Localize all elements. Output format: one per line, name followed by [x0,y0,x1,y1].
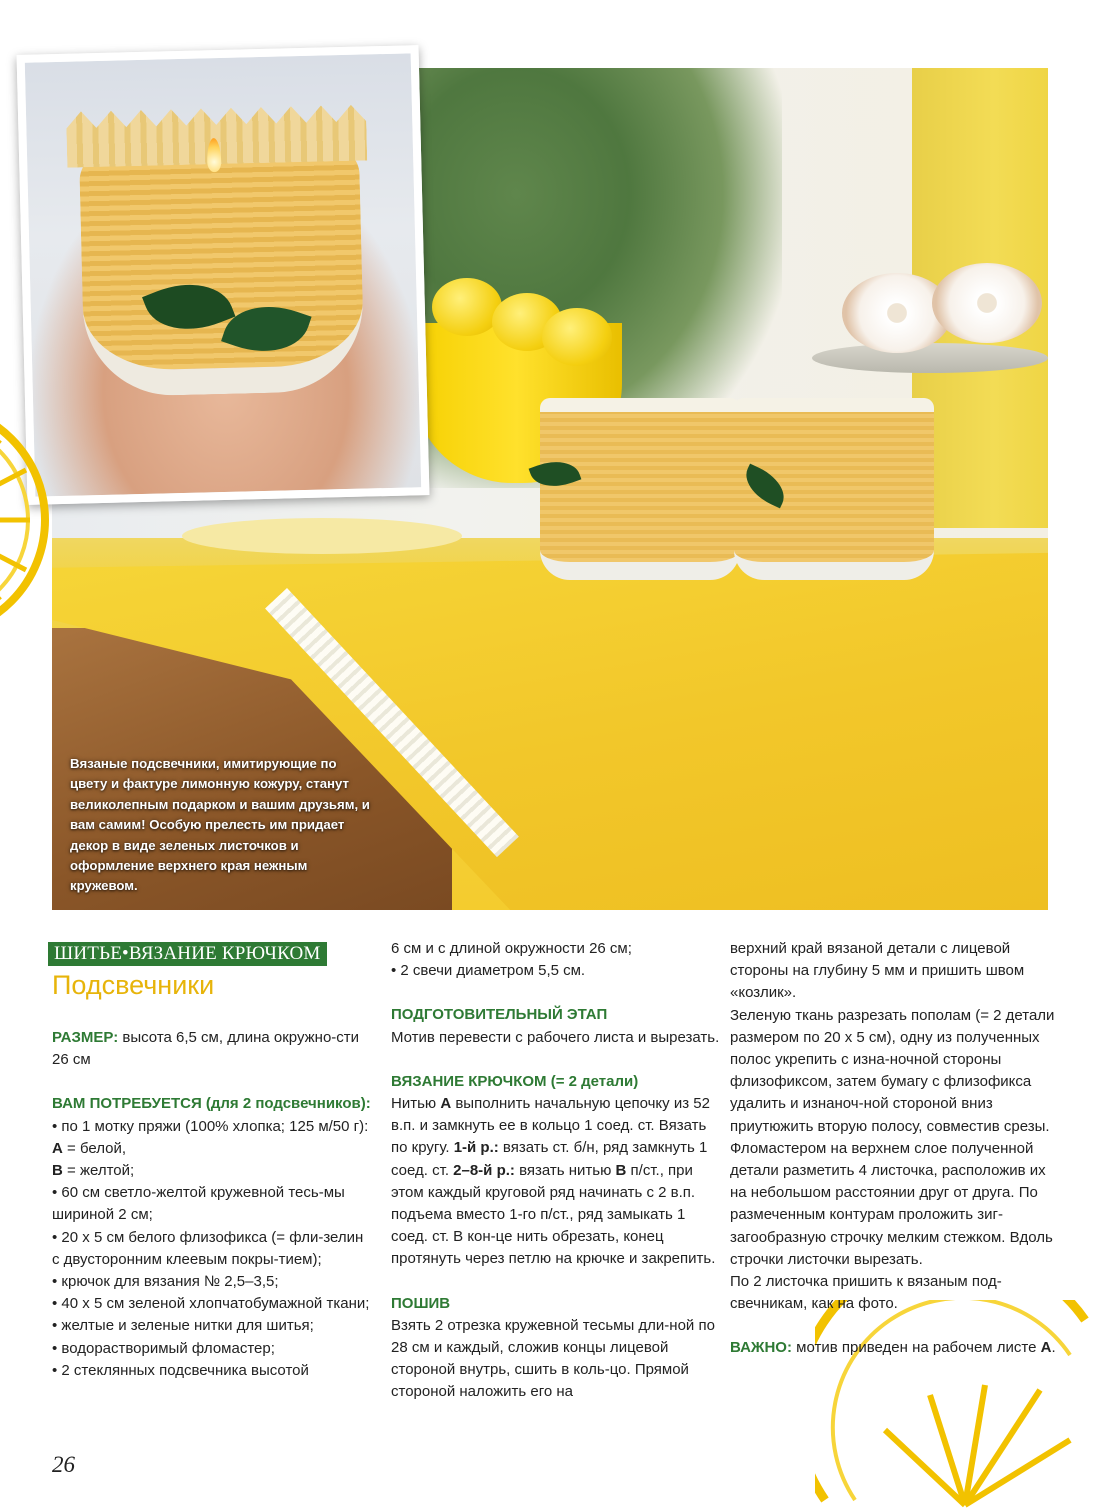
photo-caption: Вязаные подсвечники, имитирующие по цвету и фактуре лимонную кожуру, станут великолепным подарком и вашим друзьям, и вам самим! Особую прелесть им придает декор в виде зеленых листочков и оформление верхнего края нежным кружевом. [70,756,370,894]
column-2 [391,938,721,1404]
leaves-text: Зеленую ткань разрезать пополам (= 2 детали размером по 20 х 5 см), одну из полученных полос укрепить с изна-ночной стороны флизофиксом, затем бумагу с флизофикса удалить и изнаноч-ной стороной вниз приутюжить вторую полосу, совместив срезы. Фломастером на верхнем слое полученной детали разметить 4 листочка, расположив их на небольшом расстоянии друг от друга. По размеченным контурам проложить зиг-загообразную строчку мелким стежком. Вдоль строчки листочки вырезать. [730,1006,1055,1268]
lemon-slice-icon [0,400,60,640]
prep-heading: ПОДГОТОВИТЕЛЬНЫЙ ЭТАП [391,1006,608,1024]
materials-item: • водорастворимый фломастер; [52,1339,275,1357]
yarn-b-letter: B [52,1162,63,1180]
materials-item: • 40 х 5 см зеленой хлопчатобумажной ткани; [52,1295,370,1313]
materials-item: • по 1 мотку пряжи (100% хлопка; 125 м/50 г): [52,1117,369,1135]
inset-photo [17,45,430,505]
yarn-b [52,1160,372,1182]
crochet-bold: 2–8-й р.: [453,1161,515,1179]
materials-heading: ВАМ ПОТРЕБУЕТСЯ (для 2 подсвечников): [52,1095,371,1113]
crochet-bold: 1-й р.: [453,1139,499,1157]
yarn-a-letter: A [52,1139,63,1157]
important-end: . [1051,1339,1056,1357]
materials-item: • крючок для вязания № 2,5–3,5; [52,1273,279,1291]
important-bold: А [1040,1339,1052,1357]
photo-donut [932,263,1042,343]
yarn-a-text: = белой, [62,1139,127,1157]
sewing-cont: верхний край вязаной детали с лицевой стороны на глубину 5 мм и пришить швом «козлик». [730,940,1025,1002]
column-3 [730,938,1060,1360]
photo-saucer [182,518,462,554]
attach-text: По 2 листочка пришить к вязаным под-свечникам, как на фото. [730,1273,1002,1313]
crochet-heading: ВЯЗАНИЕ КРЮЧКОМ (= 2 детали) [391,1072,639,1090]
materials-item: • 60 см светло-желтой кружевной тесь-мы шириной 2 см; [52,1184,345,1224]
sewing-text: Взять 2 отрезка кружевной тесьмы дли-ной по 28 см и каждый, сложив концы лицевой стороной внутрь, сшить в коль-цо. Прямой стороной наложить его на [391,1316,715,1401]
yarn-b-text: = желтой; [62,1162,135,1180]
materials-item: • 20 х 5 см белого флизофикса (= фли-зелин с двусторонним клеевым покры-тием); [52,1228,364,1268]
sewing-heading: ПОШИВ [391,1294,451,1312]
crochet-text-part: вязать ст. б/н, ряд замкнуть 1 соед. ст. [391,1139,708,1179]
important-text: мотив приведен на рабочем листе [791,1339,1041,1357]
photo-lemon [432,278,502,336]
size-heading: РАЗМЕР: [52,1029,119,1046]
section-tag: ШИТЬЕ•ВЯЗАНИЕ КРЮЧКОМ [48,942,327,966]
materials-item: • 2 свечи диаметром 5,5 см. [391,962,586,980]
materials-cont: 6 см и с длиной окружности 26 см; [391,940,632,957]
important-note [730,1337,1060,1359]
crochet-text-part: выполнить начальную цепочку из 52 в.п. и замкнуть ее в кольцо 1 соед. ст. Вязать по кругу. [391,1095,710,1157]
crochet-text-part: п/ст., при этом каждый круговой ряд начинать с 2 в.п. подъема вместо 1-го п/ст., ряд замыкать 1 соед. ст. В кон-це нить обрезать, конец протянуть через петлю на крючке и закрепить. [391,1161,716,1268]
page-number: 26 [52,1452,75,1477]
column-1 [52,1027,372,1382]
article-title: Подсвечники [52,970,215,1000]
photo-lemon [542,308,612,366]
photo-cake-stand [812,343,1048,373]
size-text: высота 6,5 см, длина окружно-сти 26 см [52,1029,360,1069]
prep-text: Мотив перевести с рабочего листа и вырезать. [391,1028,720,1046]
materials-item: • желтые и зеленые нитки для шитья; [52,1317,314,1335]
materials-item: • 2 стеклянных подсвечника высотой [52,1361,309,1379]
yarn-a [52,1138,372,1160]
important-label: ВАЖНО: [730,1339,792,1357]
crochet-text [391,1093,721,1271]
crochet-text-part: вязать нитью [514,1161,616,1179]
inset-candle-holder [79,145,365,398]
crochet-text-part: Нитью [391,1095,441,1113]
crochet-bold: А [440,1095,452,1113]
photo-candle-holder [540,398,740,580]
size-paragraph [52,1027,372,1071]
crochet-bold: В [615,1161,627,1179]
